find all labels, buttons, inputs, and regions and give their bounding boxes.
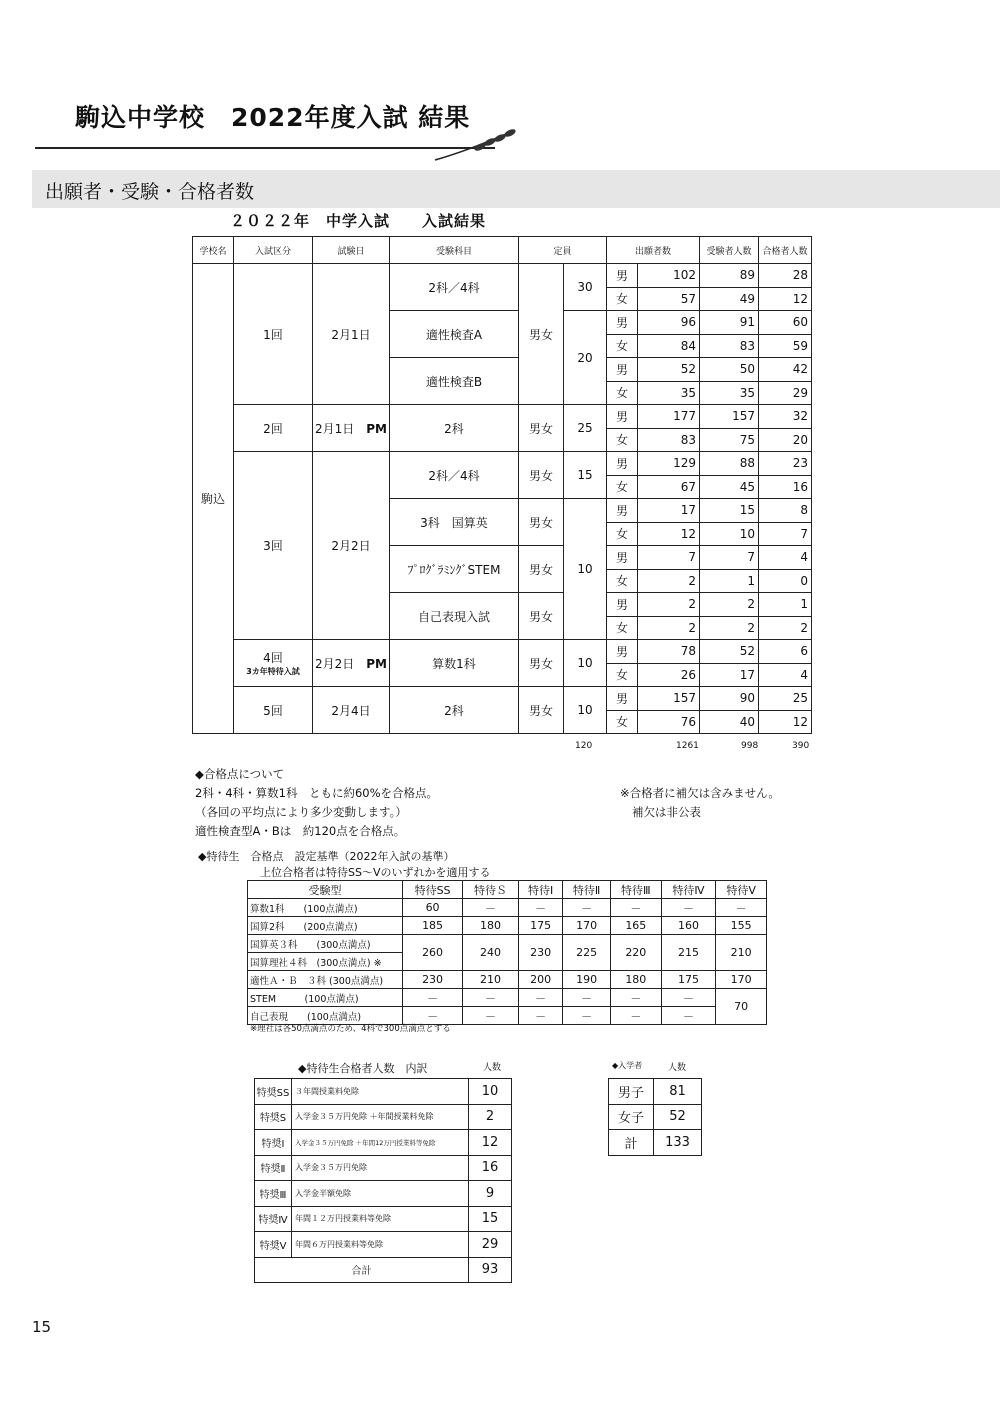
tier-label: 特奨S	[255, 1104, 292, 1130]
tier-count: 29	[469, 1232, 512, 1258]
tier-count: 10	[469, 1079, 512, 1105]
applicants: 35	[638, 381, 700, 405]
passed: 6	[759, 640, 812, 664]
score: 210	[716, 935, 767, 971]
col-tier: 特待Ⅰ	[518, 881, 562, 899]
examinees: 15	[700, 499, 759, 523]
section-heading: 出願者・受験・合格者数	[45, 181, 255, 203]
table-row	[609, 1104, 702, 1130]
exam-date-suffix: PM	[366, 656, 388, 671]
table-row	[255, 1130, 512, 1156]
score: －	[518, 989, 562, 1007]
score: －	[661, 1007, 716, 1025]
score: 230	[403, 971, 463, 989]
table-row	[193, 687, 812, 711]
table-row	[255, 1232, 512, 1258]
subject-name: ﾌﾟﾛｸﾞﾗﾐﾝｸﾞSTEM	[390, 546, 519, 593]
applicants: 7	[638, 546, 700, 570]
results-table	[192, 236, 812, 734]
examinees: 10	[700, 522, 759, 546]
tier-desc: 入学金３５万円免除 ＋年間授業料免除	[292, 1104, 469, 1130]
applicants: 157	[638, 687, 700, 711]
gender-cell: 男	[607, 405, 638, 429]
enroll-count: 81	[654, 1079, 702, 1105]
score: 185	[403, 917, 463, 935]
exam-date: 2月1日	[313, 264, 390, 405]
score: 70	[716, 989, 767, 1025]
examinees: 40	[700, 710, 759, 734]
capacity: 30	[564, 264, 607, 311]
score: －	[610, 989, 661, 1007]
gender-label: 男女	[519, 593, 564, 640]
col-tier: 特待Ｓ	[463, 881, 519, 899]
tokutai-table	[247, 880, 767, 1025]
total-capacity: 120	[575, 741, 593, 751]
subject-name: 適性検査A	[390, 311, 519, 358]
col-tier: 特待Ⅱ	[563, 881, 611, 899]
subject-name: 3科 国算英	[390, 499, 519, 546]
score: －	[403, 989, 463, 1007]
applicants: 177	[638, 405, 700, 429]
gender-cell: 男	[607, 358, 638, 382]
passed: 20	[759, 428, 812, 452]
col-school: 学校名	[193, 237, 234, 264]
notes-line: （各回の平均点により多少変動します。）	[195, 805, 407, 819]
gender-cell: 男	[607, 687, 638, 711]
round-label: 2回	[234, 405, 313, 452]
score: 240	[463, 935, 519, 971]
gender-cell: 女	[607, 287, 638, 311]
total-row	[255, 1257, 512, 1283]
tier-label: 特奨Ⅲ	[255, 1181, 292, 1207]
total-examinees: 998	[741, 741, 759, 751]
applicants: 57	[638, 287, 700, 311]
table-row	[193, 452, 812, 476]
passed: 1	[759, 593, 812, 617]
gender-cell: 女	[607, 522, 638, 546]
examinees: 89	[700, 264, 759, 288]
col-round: 入試区分	[234, 237, 313, 264]
tier-count: 9	[469, 1181, 512, 1207]
applicants: 2	[638, 616, 700, 640]
tier-desc: 年間６万円授業料等免除	[292, 1232, 469, 1258]
applicants: 67	[638, 475, 700, 499]
gender-label: 男女	[519, 687, 564, 734]
subject-name: 自己表現入試	[390, 593, 519, 640]
applicants: 96	[638, 311, 700, 335]
score: 180	[610, 971, 661, 989]
applicants: 84	[638, 334, 700, 358]
examinees: 2	[700, 616, 759, 640]
passed: 0	[759, 569, 812, 593]
score: 215	[661, 935, 716, 971]
exam-date	[313, 405, 390, 452]
gender-cell: 男	[607, 593, 638, 617]
table-row	[255, 1181, 512, 1207]
score: －	[661, 899, 716, 917]
capacity: 20	[564, 311, 607, 405]
tier-desc: 年間１２万円授業料等免除	[292, 1206, 469, 1232]
score: －	[563, 1007, 611, 1025]
gender-cell: 男	[607, 311, 638, 335]
applicants: 102	[638, 264, 700, 288]
tokutai-footnote: ※理社は各50点満点のため、4科で300点満点とする	[250, 1024, 451, 1034]
exam-type: 自己表現 (100点満点)	[248, 1007, 403, 1025]
gender-cell: 男	[607, 499, 638, 523]
subject-name: 2科／4科	[390, 452, 519, 499]
wheat-ornament-icon	[430, 120, 520, 165]
gender-cell: 女	[607, 569, 638, 593]
table-row	[193, 640, 812, 664]
score: －	[563, 899, 611, 917]
applicants: 76	[638, 710, 700, 734]
passed: 59	[759, 334, 812, 358]
gender-cell: 男	[607, 264, 638, 288]
table-row	[609, 1130, 702, 1156]
score: －	[661, 989, 716, 1007]
gender-cell: 女	[607, 616, 638, 640]
examinees: 91	[700, 311, 759, 335]
table-row	[255, 1155, 512, 1181]
tokutai-heading: ◆特待生 合格点 設定基準（2022年入試の基準）	[198, 850, 455, 863]
gender-cell: 女	[607, 475, 638, 499]
passed: 7	[759, 522, 812, 546]
score: 225	[563, 935, 611, 971]
tier-desc: 入学金半額免除	[292, 1181, 469, 1207]
capacity: 25	[564, 405, 607, 452]
applicants: 2	[638, 593, 700, 617]
col-date: 試験日	[313, 237, 390, 264]
table-row	[248, 989, 767, 1007]
subject-name: 2科／4科	[390, 264, 519, 311]
round-label-main: 4回	[263, 651, 283, 665]
capacity: 15	[564, 452, 607, 499]
gender-label: 男女	[519, 546, 564, 593]
exam-type: 国算理社４科 (300点満点) ※	[248, 953, 403, 971]
tier-count: 15	[469, 1206, 512, 1232]
tier-label: 特奨Ⅳ	[255, 1206, 292, 1232]
passed: 60	[759, 311, 812, 335]
applicants: 26	[638, 663, 700, 687]
page-title: 駒込中学校 2022年度入試 結果	[75, 103, 471, 132]
score: 170	[716, 971, 767, 989]
score: 180	[463, 917, 519, 935]
score: 230	[518, 935, 562, 971]
col-exam-type: 受験型	[248, 881, 403, 899]
passed: 29	[759, 381, 812, 405]
results-header-row	[193, 237, 812, 264]
score: －	[403, 1007, 463, 1025]
examinees: 49	[700, 287, 759, 311]
capacity: 10	[564, 687, 607, 734]
tier-count: 16	[469, 1155, 512, 1181]
gender-merged: 男女	[519, 264, 564, 405]
applicants: 83	[638, 428, 700, 452]
score: 175	[661, 971, 716, 989]
gender-label: 男女	[519, 452, 564, 499]
score: －	[518, 899, 562, 917]
table-row	[255, 1079, 512, 1105]
round-label: 5回	[234, 687, 313, 734]
title-underline	[35, 147, 495, 149]
total-applicants: 1261	[676, 741, 699, 751]
exam-date: 2月2日	[313, 452, 390, 640]
score: 190	[563, 971, 611, 989]
passed: 25	[759, 687, 812, 711]
passed: 16	[759, 475, 812, 499]
examinees: 45	[700, 475, 759, 499]
gender-label: 男女	[519, 499, 564, 546]
exam-date	[313, 640, 390, 687]
notes-heading: ◆合格点について	[195, 767, 285, 781]
tier-label: 特奨Ⅴ	[255, 1232, 292, 1258]
passing-score-notes	[195, 765, 438, 841]
score: －	[463, 1007, 519, 1025]
enroll-count: 133	[654, 1130, 702, 1156]
gender-cell: 男	[607, 452, 638, 476]
subject-name: 2科	[390, 687, 519, 734]
score: 160	[661, 917, 716, 935]
examinees: 157	[700, 405, 759, 429]
capacity: 10	[564, 640, 607, 687]
notes-line: 適性検査型A・Bは 約120点を合格点。	[195, 824, 406, 838]
score: －	[610, 899, 661, 917]
tier-desc: ３年間授業料免除	[292, 1079, 469, 1105]
score: －	[463, 899, 519, 917]
enrollment-table	[608, 1078, 702, 1156]
score: 60	[403, 899, 463, 917]
round-label	[234, 640, 313, 687]
enroll-label: 女子	[609, 1104, 654, 1130]
examinees: 1	[700, 569, 759, 593]
tier-label: 特奨Ⅱ	[255, 1155, 292, 1181]
col-capacity: 定員	[519, 237, 607, 264]
total-passed: 390	[792, 741, 810, 751]
tier-desc: 入学金３５万円免除	[292, 1155, 469, 1181]
score: －	[563, 989, 611, 1007]
examinees: 90	[700, 687, 759, 711]
exam-type: 国算2科 (200点満点)	[248, 917, 403, 935]
col-tier: 特待Ⅳ	[661, 881, 716, 899]
score: 210	[463, 971, 519, 989]
exam-date: 2月4日	[313, 687, 390, 734]
examinees: 17	[700, 663, 759, 687]
gender-cell: 男	[607, 546, 638, 570]
score: 170	[563, 917, 611, 935]
subject-name: 算数1科	[390, 640, 519, 687]
exam-date-day: 2月1日	[314, 421, 355, 436]
school-name: 駒込	[193, 264, 234, 734]
passed: 2	[759, 616, 812, 640]
gender-cell: 女	[607, 334, 638, 358]
col-subject: 受験科目	[390, 237, 519, 264]
enrollment-heading: ◆入学者	[612, 1061, 643, 1070]
passed: 23	[759, 452, 812, 476]
passed: 12	[759, 287, 812, 311]
passed: 4	[759, 546, 812, 570]
applicants: 17	[638, 499, 700, 523]
gender-cell: 女	[607, 663, 638, 687]
gender-cell: 女	[607, 428, 638, 452]
tokutai-header-row	[248, 881, 767, 899]
total-label: 合計	[255, 1257, 469, 1283]
exam-type: STEM (100点満点)	[248, 989, 403, 1007]
col-passed: 合格者人数	[759, 237, 812, 264]
examinees: 75	[700, 428, 759, 452]
examinees: 52	[700, 640, 759, 664]
exam-type: 国算英３科 (300点満点)	[248, 935, 403, 953]
tier-label: 特奨Ⅰ	[255, 1130, 292, 1156]
table-row	[248, 899, 767, 917]
gender-cell: 男	[607, 640, 638, 664]
table-row	[193, 264, 812, 288]
results-table-title: ２０２２年 中学入試 入試結果	[230, 212, 487, 230]
gender-cell: 女	[607, 381, 638, 405]
score: 155	[716, 917, 767, 935]
table-row	[255, 1206, 512, 1232]
capacity: 10	[564, 499, 607, 640]
notes-line: ※合格者に補欠は含みません。	[620, 786, 780, 800]
tier-count: 2	[469, 1104, 512, 1130]
passed: 4	[759, 663, 812, 687]
examinees: 50	[700, 358, 759, 382]
gender-label: 男女	[519, 405, 564, 452]
applicants: 78	[638, 640, 700, 664]
gender-cell: 女	[607, 710, 638, 734]
exam-date-day: 2月2日	[314, 656, 355, 671]
tier-count: 12	[469, 1130, 512, 1156]
applicants: 52	[638, 358, 700, 382]
applicants: 12	[638, 522, 700, 546]
enroll-label: 男子	[609, 1079, 654, 1105]
notes-line: 補欠は非公表	[632, 805, 701, 819]
col-applicants: 出願者数	[607, 237, 700, 264]
passed: 32	[759, 405, 812, 429]
col-tier: 特待Ⅲ	[610, 881, 661, 899]
tokutai-subheading: 上位合格者は特待SS～Ⅴのいずれかを適用する	[260, 866, 491, 879]
score: 175	[518, 917, 562, 935]
passed: 28	[759, 264, 812, 288]
breakdown-heading: ◆特待生合格者人数 内訳	[298, 1062, 428, 1075]
score: －	[610, 1007, 661, 1025]
enrollment-count-header: 人数	[668, 1063, 687, 1073]
score: －	[518, 1007, 562, 1025]
table-row	[609, 1079, 702, 1105]
table-row	[193, 405, 812, 429]
score: 165	[610, 917, 661, 935]
score: －	[463, 989, 519, 1007]
examinees: 2	[700, 593, 759, 617]
examinees: 83	[700, 334, 759, 358]
examinees: 7	[700, 546, 759, 570]
exam-type: 適性Ａ・Ｂ ３科 (300点満点)	[248, 971, 403, 989]
score: 260	[403, 935, 463, 971]
breakdown-count-header: 人数	[483, 1063, 502, 1073]
substitute-notes	[620, 784, 780, 822]
table-row	[248, 971, 767, 989]
applicants: 129	[638, 452, 700, 476]
col-examinees: 受験者人数	[700, 237, 759, 264]
score: 220	[610, 935, 661, 971]
passed: 12	[759, 710, 812, 734]
enroll-count: 52	[654, 1104, 702, 1130]
subject-name: 2科	[390, 405, 519, 452]
applicants: 2	[638, 569, 700, 593]
exam-date-suffix: PM	[366, 421, 388, 436]
table-row	[255, 1104, 512, 1130]
round-label: 1回	[234, 264, 313, 405]
score: －	[716, 899, 767, 917]
table-row	[248, 935, 767, 953]
tier-label: 特奨SS	[255, 1079, 292, 1105]
round-label: 3回	[234, 452, 313, 640]
passed: 42	[759, 358, 812, 382]
exam-type: 算数1科 (100点満点)	[248, 899, 403, 917]
col-tier: 特待SS	[403, 881, 463, 899]
breakdown-table	[254, 1078, 512, 1283]
page-number: 15	[32, 1318, 52, 1336]
passed: 8	[759, 499, 812, 523]
total-count: 93	[469, 1257, 512, 1283]
subject-name: 適性検査B	[390, 358, 519, 405]
round-sublabel: 3カ年特待入試	[246, 667, 300, 676]
score: 200	[518, 971, 562, 989]
examinees: 88	[700, 452, 759, 476]
gender-label: 男女	[519, 640, 564, 687]
notes-line: 2科・4科・算数1科 ともに約60%を合格点。	[195, 786, 439, 800]
col-tier: 特待Ⅴ	[716, 881, 767, 899]
tier-desc: 入学金３５万円免除 ＋年間12万円授業料等免除	[292, 1130, 469, 1156]
table-row	[248, 917, 767, 935]
examinees: 35	[700, 381, 759, 405]
enroll-label: 計	[609, 1130, 654, 1156]
